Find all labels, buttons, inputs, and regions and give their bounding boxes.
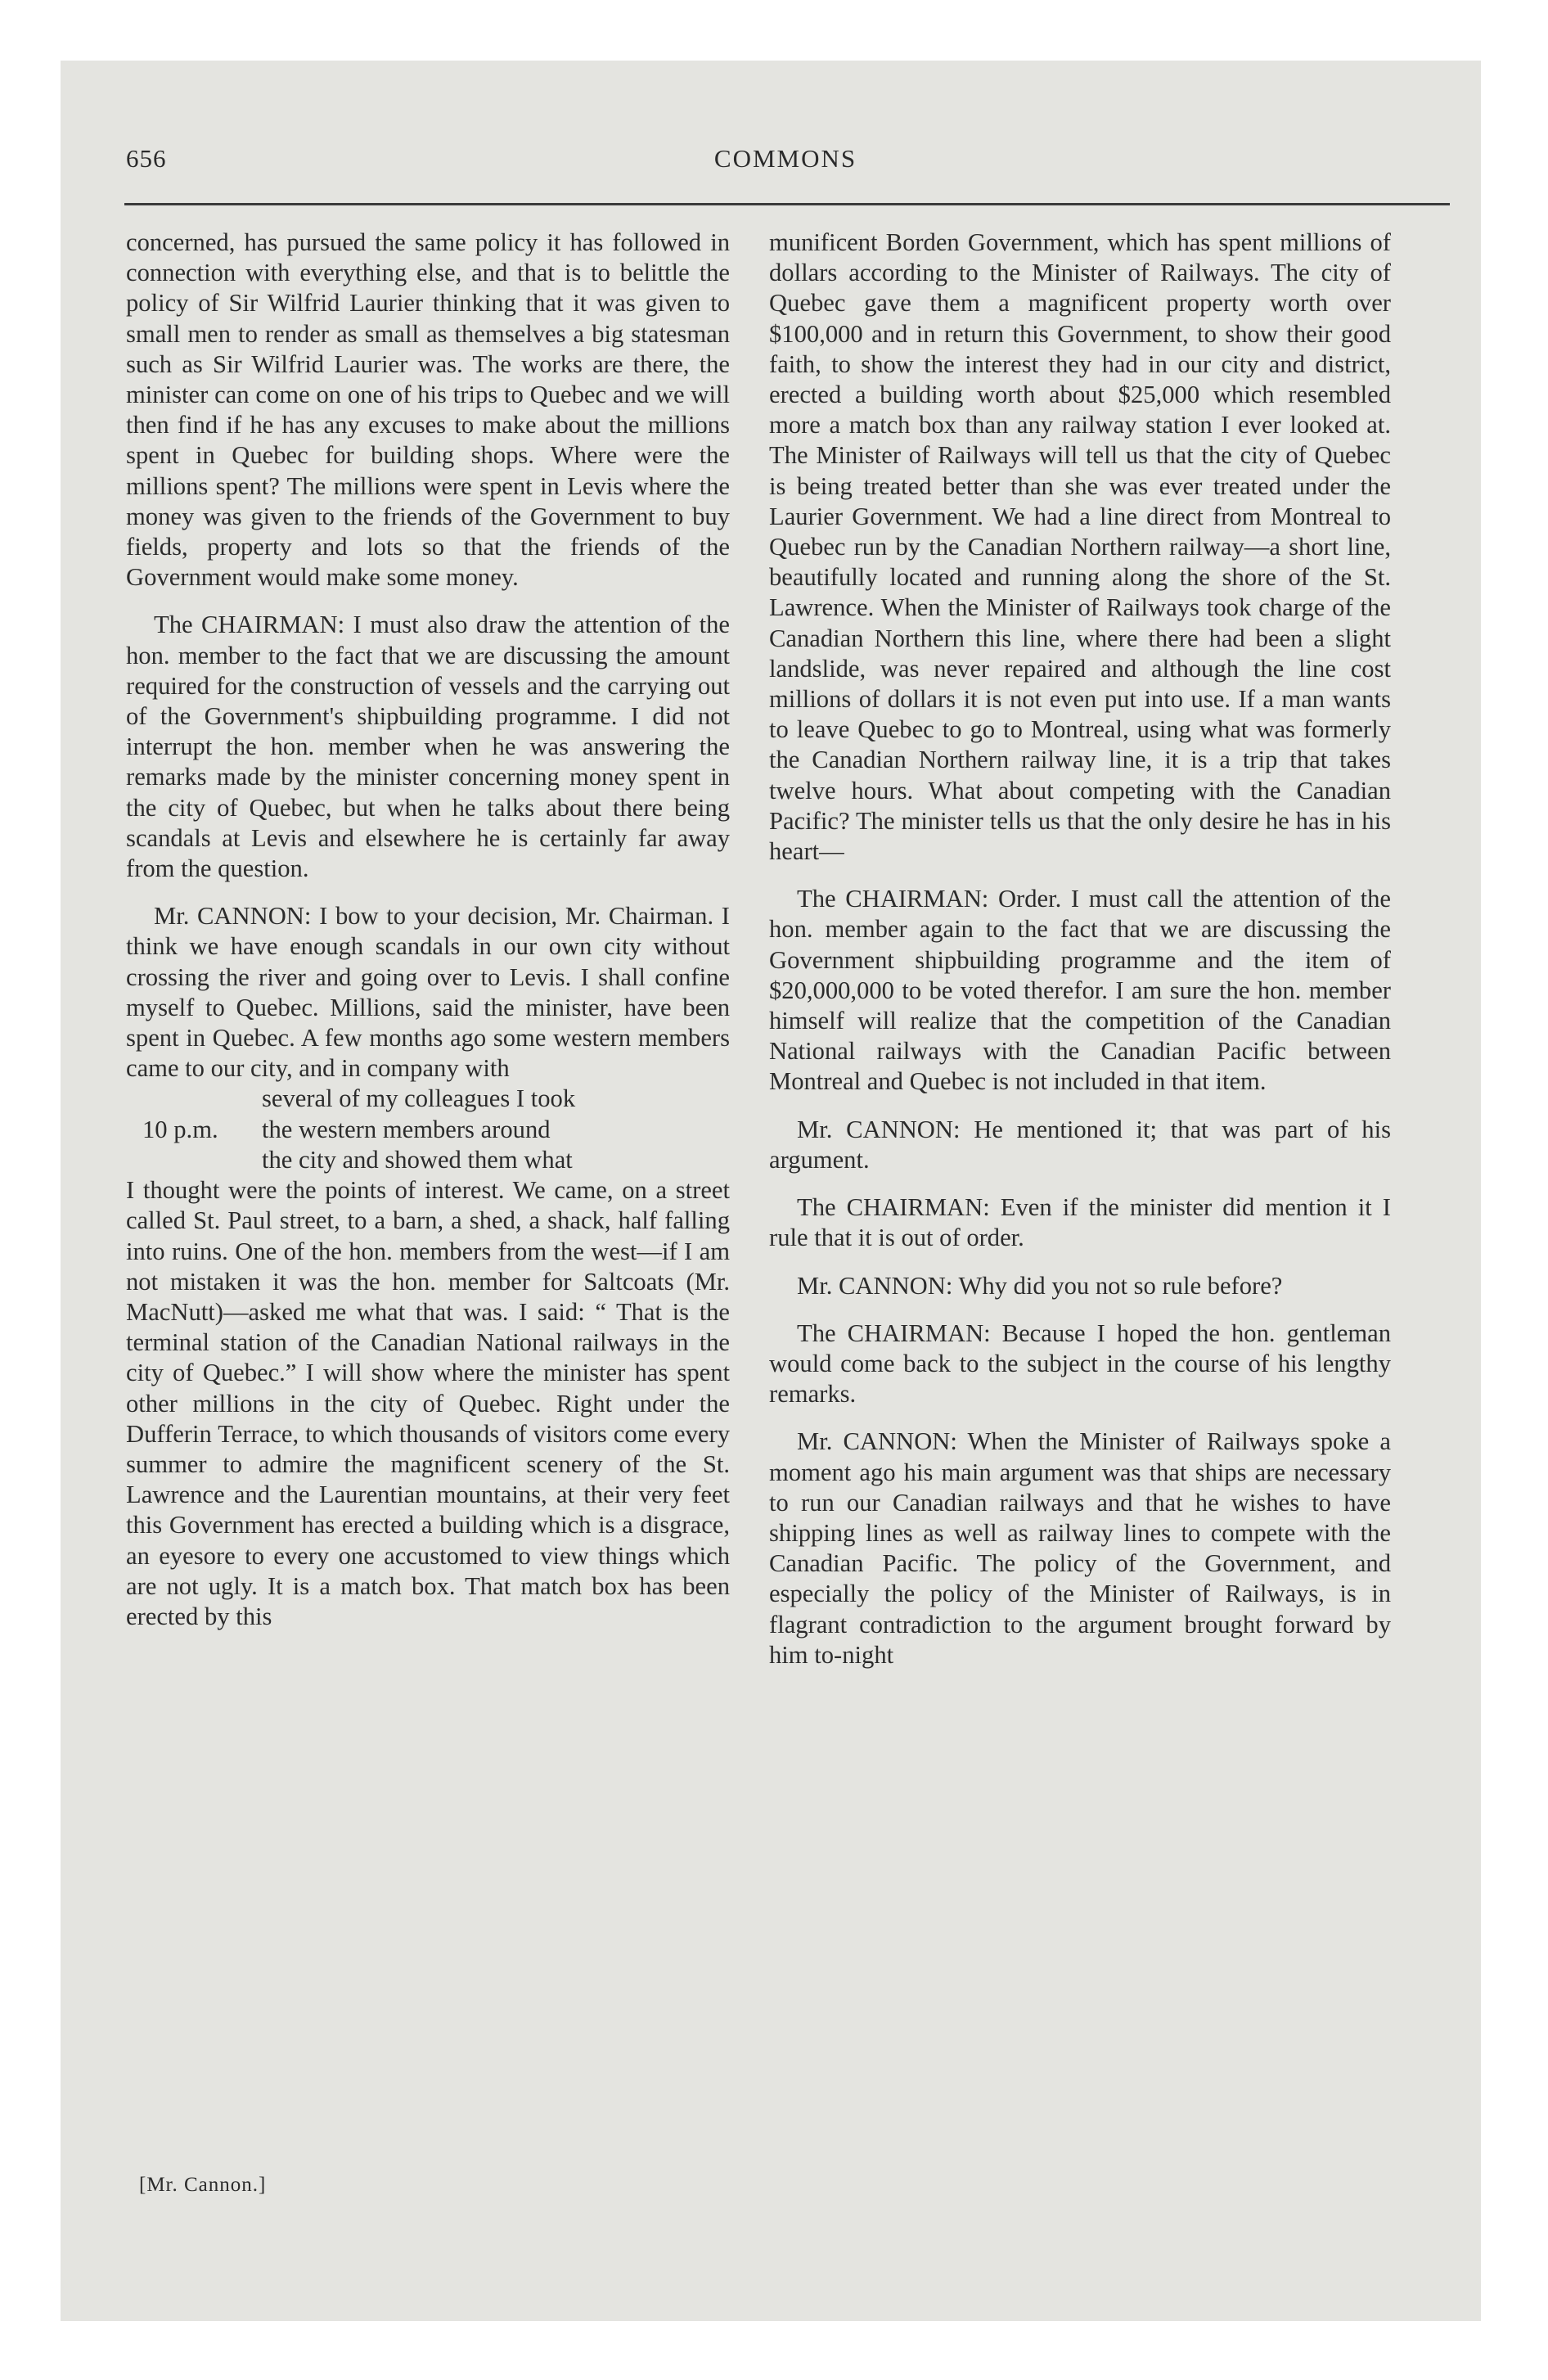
scanned-page <box>61 61 1481 2321</box>
paragraph: The CHAIRMAN: Because I hoped the hon. gentleman would come back to the subject in the course of his lengthy remarks. <box>769 1318 1391 1409</box>
time-note: 10 p.m. <box>142 1115 218 1143</box>
text-line: the western members around <box>262 1115 551 1143</box>
paragraph: Mr. CANNON: When the Minister of Railways spoke a moment ago his main argument was that ships are necessary to run our Canadian railways and that he wishes to have shipping lines as well as railway lines to compete with the Canadian Pacific. The policy of the Government, and especially the policy of the Minister of Railways, is in flagrant contradiction to the argument brought forward by him to-night <box>769 1427 1391 1669</box>
marginal-time-block <box>126 1084 730 1175</box>
indented-lines <box>262 1084 730 1175</box>
text-line: the city and showed them what <box>262 1145 573 1174</box>
page-number: 656 <box>126 144 167 173</box>
header-rule <box>124 203 1450 205</box>
paragraph: The CHAIRMAN: I must also draw the attention of the hon. member to the fact that we are discussing the amount required for the construction of vessels and the carrying out of the Government's shipbuilding programme. I did not interrupt the hon. member when he was answering the remarks made by the minister concerning money spent in the city of Quebec, but when he talks about there being scandals at Levis and elsewhere he is certainly far away from the question. <box>126 611 730 883</box>
running-title: COMMONS <box>713 144 857 173</box>
text-line: several of my colleagues I took <box>262 1084 576 1113</box>
paragraph: The CHAIRMAN: Order. I must call the attention of the hon. member again to the fact that we are discussing the Government shipbuilding programme and the item of $20,000,000 to be voted therefor. I am sure the hon. member himself will realize that the competition of the Canadian National railways with the Canadian Pacific between Montreal and Quebec is not included in that item. <box>769 885 1391 1096</box>
page-header <box>126 144 1445 180</box>
paragraph: concerned, has pursued the same policy it has followed in connection with everything else, and that is to belittle the policy of Sir Wilfrid Laurier thinking that it was given to small men to render as small as themselves a big statesman such as Sir Wilfrid Laurier was. The works are there, the minister can come on one of his trips to Quebec and we will then find if he has any excuses to make about the millions spent in Quebec for building shops. Where were the millions spent? The millions were spent in Levis where the money was given to the friends of the Government to buy fields, property and lots so that the friends of the Government would make some money. <box>126 228 730 592</box>
left-column <box>126 228 730 1632</box>
paragraph: Mr. CANNON: Why did you not so rule before? <box>797 1271 1283 1300</box>
right-column <box>769 228 1391 1688</box>
paragraph: Mr. CANNON: I bow to your decision, Mr. Chairman. I think we have enough scandals in our own city without crossing the river and going over to Levis. I shall confine myself to Quebec. Millions, said the minister, have been spent in Quebec. A few months ago some western members came to our city, and in company with <box>126 902 730 1083</box>
marginal-note <box>126 1084 262 1144</box>
paragraph: munificent Borden Government, which has spent millions of dollars according to the Minister of Railways. The city of Quebec gave them a magnificent property worth over $100,000 and in return this Government, to show their good faith, to show the interest they had in our city and district, erected a building worth about $25,000 which resembled more a match box than any railway station I ever looked at. The Minister of Railways will tell us that the city of Quebec is being treated better than she was ever treated under the Laurier Government. We had a line direct from Montreal to Quebec run by the Canadian Northern railway—a short line, beautifully located and running along the shore of the St. Lawrence. When the Minister of Railways took charge of the Canadian Northern this line, where there had been a slight landslide, was never repaired and although the line cost millions of dollars it is not even put into use. If a man wants to leave Quebec to go to Montreal, using what was formerly the Canadian Northern railway line, it is a trip that takes twelve hours. What about competing with the Canadian Pacific? The minister tells us that the only desire he has in his heart— <box>769 228 1391 866</box>
paragraph: Mr. CANNON: He mentioned it; that was part of his argument. <box>769 1115 1391 1174</box>
paragraph: The CHAIRMAN: Even if the minister did mention it I rule that it is out of order. <box>769 1193 1391 1252</box>
speaker-footer: [Mr. Cannon.] <box>139 2174 267 2196</box>
paragraph: I thought were the points of interest. We came, on a street called St. Paul street, to a barn, a shed, a shack, half falling into ruins. One of the hon. members from the west—if I am not mistaken it was the hon. member for Saltcoats (Mr. MacNutt)—asked me what that was. I said: “ That is the terminal station of the Canadian National railways in the city of Quebec.” I will show where the minister has spent other millions in the city of Quebec. Right under the Dufferin Terrace, to which thousands of visitors come every summer to admire the magnificent scenery of the St. Lawrence and the Laurentian mountains, at their very feet this Government has erected a building which is a disgrace, an eyesore to every one accustomed to view things which are not ugly. It is a match box. That match box has been erected by this <box>126 1176 730 1630</box>
